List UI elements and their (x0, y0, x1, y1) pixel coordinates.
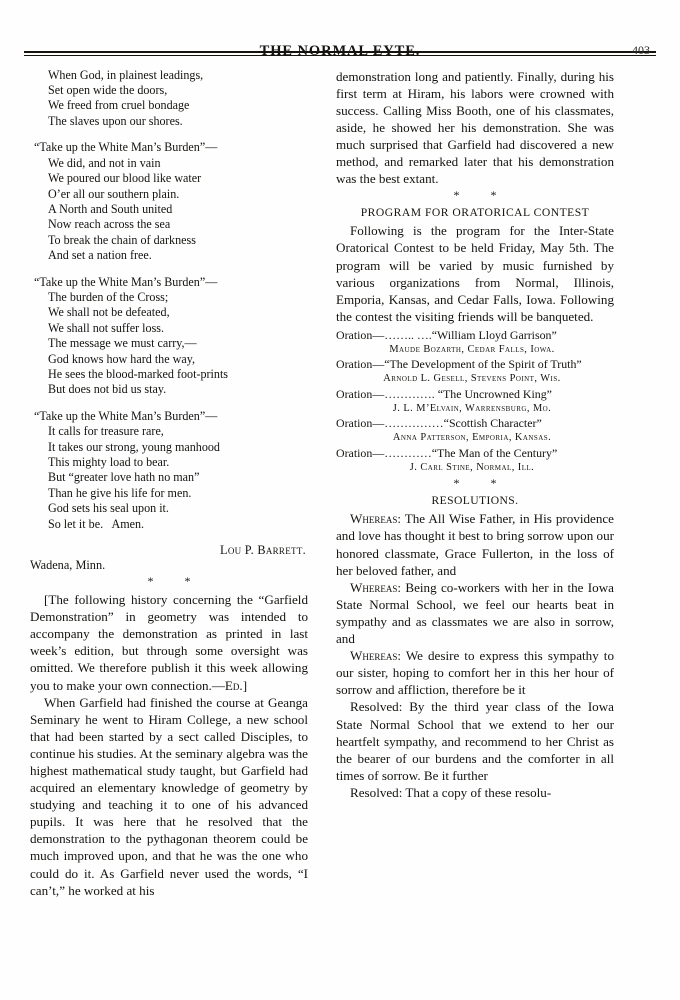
program-heading: PROGRAM FOR ORATORICAL CONTEST (360, 206, 590, 220)
poem-line: God sets his seal upon it. (48, 501, 169, 516)
garfield-history-paragraph: When Garfield had finished the course at Geanga Seminary he went to Hiram College, a new school that had been started by a sect called Disciples, to continue his studies. At the seminary algebra was the highest mathematical study taught, but Garfield had acquired an elementary knowledge of geometry by studying and teaching it to one of his advanced pupils. It was here that he resolved that the demonstration to the pythagonan theorem could be much improved upon, and that he was the one who could do it. As Garfield never used the words, “I can’t,” he worked at his (30, 694, 308, 898)
oration-speaker: Maude Bozarth, Cedar Falls, Iowa. (389, 343, 555, 355)
resolution-text: The All Wise Father, in His providence and love has thought it best to bring sorrow upon our honored classmate, Grace Fullerton, in the loss of her beloved father, and (336, 511, 614, 578)
poem-line: To break the chain of darkness (48, 232, 196, 247)
editor-note-text: [The following history concerning the “Garfield Demonstration” in geometry was intended to accompany the demonstration as printed in last week’s edition, but through some oversight was omitted. We therefore publish it this week allowing you to make your own connection.— (30, 592, 308, 693)
poem-line: He sees the blood-marked foot-prints (48, 366, 229, 381)
poem-line: “Take up the White Man’s Burden”— (34, 408, 218, 423)
resolution-paragraph (336, 579, 614, 647)
resolution-text: Being co-workers with her in the Iowa State Normal School, we feel our hearts beat in sympathy and as classmates we are also in sorrow, and (336, 579, 614, 647)
poem-stanza (30, 275, 308, 398)
section-separator: * * (453, 188, 511, 203)
resolution-lead: Whereas: (350, 511, 401, 527)
poem-line: “Take up the White Man’s Burden”— (34, 140, 218, 155)
poem-line: Now reach across the sea (48, 217, 171, 232)
poem-line: Than he give his life for men. (48, 485, 192, 500)
oration-title: Oration—…………. “The Uncrowned King” (336, 386, 552, 401)
poem-line: We shall not be defeated, (48, 305, 170, 320)
two-column-body (30, 68, 650, 899)
poem (30, 68, 308, 573)
poem-line: We freed from cruel bondage (48, 98, 190, 113)
poem-line: We shall not suffer loss. (48, 320, 165, 335)
publication-title: THE NORMAL EYTE. (259, 43, 421, 59)
garfield-continued-paragraph: demonstration long and patiently. Finally, during his first term at Hiram, his labors were crowned with success. Calling Miss Booth, one of his classmates, aside, he showed her his demonstration. She was much surprised that Garfield had discovered a new method, and remarked later that his demonstration was the best extant. (336, 68, 614, 187)
poem-line: O’er all our southern plain. (48, 186, 180, 201)
resolution-lead: Whereas: (350, 648, 401, 664)
resolution-paragraph (336, 647, 614, 698)
poem-line: But “greater love hath no man” (48, 470, 200, 485)
oration-program-list (336, 328, 614, 476)
resolution-lead: Whereas: (350, 579, 401, 595)
poem-stanza (30, 140, 308, 263)
poem-line: It takes our strong, young manhood (48, 439, 220, 454)
resolution-text: That a copy of these resolu- (402, 784, 552, 800)
oration-speaker: Arnold L. Gesell, Stevens Point, Wis. (383, 373, 561, 385)
poem-byline: Lou P. Barrett. (220, 543, 306, 558)
resolution-text: We desire to express this sympathy to our sister, hoping to comfort her in this her hour of sorrow and affliction, therefore be it (336, 648, 614, 698)
poem-line: “Take up the White Man’s Burden”— (34, 274, 218, 289)
running-head (30, 0, 650, 59)
poem-line: And set a nation free. (48, 248, 152, 263)
oration-title: Oration—……………“Scottish Character” (336, 416, 542, 431)
poem-line: The slaves upon our shores. (48, 113, 183, 128)
section-separator: * * (453, 476, 511, 491)
left-column (30, 68, 322, 899)
poem-line: This mighty load to bear. (48, 455, 170, 470)
page-number: 403 (632, 43, 650, 57)
oration-title: Oration—“The Development of the Spirit of Truth” (336, 357, 582, 372)
oration-speaker: Anna Patterson, Emporia, Kansas. (392, 432, 552, 444)
section-separator: * * (147, 574, 205, 589)
poem-stanza (30, 409, 308, 532)
poem-line: So let it be. Amen. (48, 516, 145, 531)
oration-speaker: J. L. M’Elvain, Warrensburg, Mo. (392, 402, 552, 414)
poem-line: We did, and not in vain (48, 155, 161, 170)
poem-line: But does not bid us stay. (48, 382, 167, 397)
poem-line: It calls for treasure rare, (48, 424, 164, 439)
resolution-paragraph (336, 510, 614, 578)
poem-line: The message we must carry,— (48, 336, 197, 351)
editor-note (30, 591, 308, 694)
poem-line: Set open wide the doors, (48, 83, 168, 98)
oration-title: Oration—…………“The Man of the Century” (336, 445, 558, 460)
resolutions-heading: RESOLUTIONS. (431, 494, 519, 508)
oration-title: Oration—…….. ….“William Lloyd Garrison” (336, 327, 557, 342)
oration-speaker: J. Carl Stine, Normal, Ill. (409, 461, 535, 473)
poem-line: When God, in plainest leadings, (48, 67, 204, 82)
poem-line: We poured our blood like water (48, 171, 202, 186)
editor-signature: Ed. (224, 677, 243, 693)
poem-place: Wadena, Minn. (30, 558, 106, 573)
resolution-paragraph (336, 698, 614, 783)
right-column (322, 68, 614, 801)
poem-line: God knows how hard the way, (48, 351, 196, 366)
resolution-paragraph (336, 784, 614, 801)
poem-line: A North and South united (48, 201, 173, 216)
poem-stanza (30, 68, 308, 130)
resolution-lead: Resolved: (350, 699, 403, 715)
editor-note-close: ] (242, 677, 248, 693)
resolution-lead: Resolved: (350, 784, 403, 800)
poem-line: The burden of the Cross; (48, 289, 169, 304)
resolution-text: By the third year class of the Iowa State Normal School that we extend to her our heartfelt sympathy, and recommend to her Christ as the bearer of our burdens and the comforter in all times of sorrow. Be it further (336, 699, 614, 783)
program-intro-paragraph: Following is the program for the Inter-State Oratorical Contest to be held Friday, May 5th. The program will be varied by music furnished by various organizations from Normal, Illinois, Emporia, Kansas, and Cedar Falls, Iowa. Following the contest the visiting friends will be banqueted. (336, 223, 614, 324)
